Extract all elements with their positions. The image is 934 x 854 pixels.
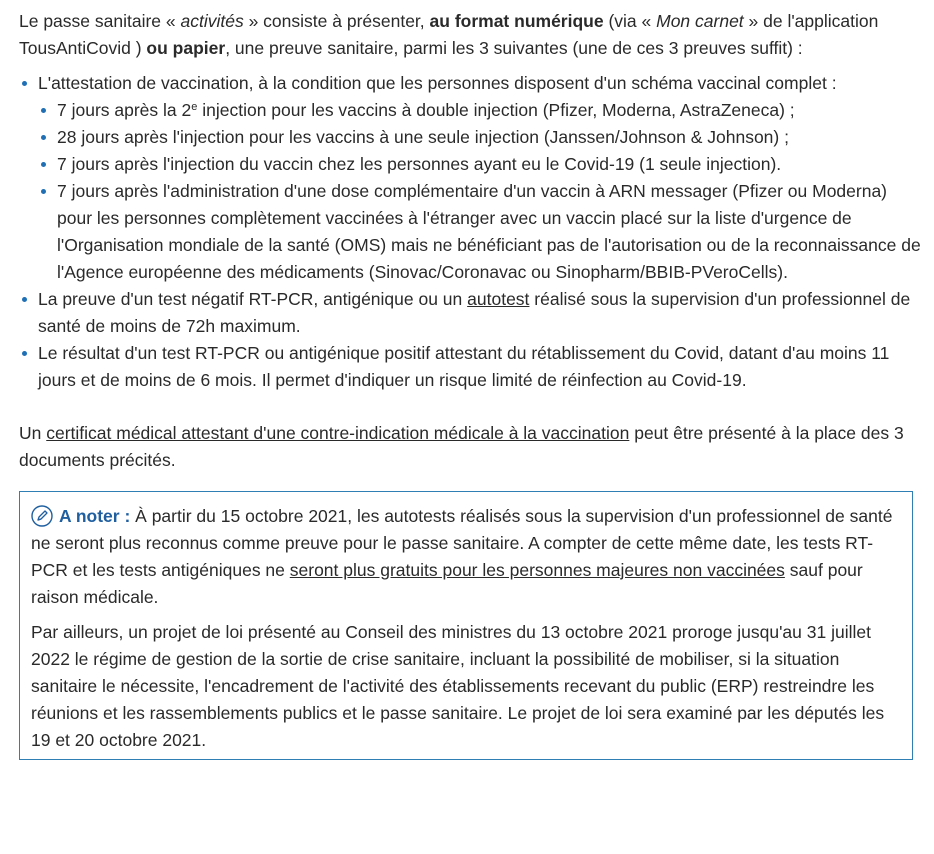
list-item-single-injection: 28 jours après l'injection pour les vaccins à une seule injection (Janssen/Johnson & Johnson) ; [38, 124, 924, 151]
note-label: A noter : [59, 506, 131, 526]
list-item-covid-recovered: 7 jours après l'injection du vaccin chez les personnes ayant eu le Covid-19 (1 seule injection). [38, 151, 924, 178]
note-paragraph-1: A noter : À partir du 15 octobre 2021, les autotests réalisés sous la supervision d'un professionnel de santé ne seront plus reconnus comme preuve pour le passe sanitaire. A compter de cette même date, les tests RT-PCR et les tests antigéniques ne seront plus gratuits pour les personnes majeures non vaccinées sauf pour raison médicale. [31, 506, 893, 607]
autotest-link[interactable]: autotest [467, 289, 530, 309]
medical-certificate-link[interactable]: certificat médical attestant d'une contre-indication médicale à la vaccination [46, 423, 630, 443]
list-item-positive-test: Le résultat d'un test RT-PCR ou antigénique positif attestant du rétablissement du Covid, datant d'au moins 11 jours et de moins de 6 mois. Il permet d'indiquer un risque limité de réinfection au Covid-19. [19, 340, 924, 394]
list-item-double-injection: 7 jours après la 2e injection pour les vaccins à double injection (Pfizer, Moderna, AstraZeneca) ; [38, 97, 924, 124]
note-box [19, 491, 913, 760]
list-item-arn-booster: 7 jours après l'administration d'une dose complémentaire d'un vaccin à ARN messager (Pfizer ou Moderna) pour les personnes complètement vaccinées à l'étranger avec un vaccin placé sur la liste d'urgence de l'Organisation mondiale de la santé (OMS) mais ne bénéficiant pas de l'autorisation ou de la reconnaissance de l'Agence européenne des médicaments (Sinovac/Coronavac ou Sinopharm/BBIB-PVeroCells). [38, 178, 924, 286]
intro-paragraph: Le passe sanitaire « activités » consiste à présenter, au format numérique (via « Mon carnet » de l'application TousAntiCovid ) ou papier, une preuve sanitaire, parmi les 3 suivantes (une de ces 3 preuves suffit) : [19, 11, 879, 58]
note-paragraph-2: Par ailleurs, un projet de loi présenté au Conseil des ministres du 13 octobre 2021 proroge jusqu'au 31 juillet 2022 le régime de gestion de la sortie de crise sanitaire, incluant la possibilité de mobiliser, si la situation sanitaire le nécessite, l'encadrement de l'activité des établissements recevant du public (ERP) restreindre les réunions et les rassemblements publics et le passe sanitaire. Le projet de loi sera examiné par les députés les 19 et 20 octobre 2021. [31, 622, 885, 750]
list-item-vaccination: L'attestation de vaccination, à la condition que les personnes disposent d'un schéma vaccinal complet : 7 jours après la 2e injection pour les vaccins à double injection (Pfizer, Moderna, AstraZeneca) ; 28 jours après l'injection pour les vaccins à une seule injection (Janssen/Johnson & Johnson) ; 7 jours après l'injection du vaccin chez les personnes ayant eu le Covid-19 (1 seule injection). 7 jours après l'administration d'une dose complémentaire d'un vaccin à ARN messager (Pfizer ou Moderna) pour les personnes complètement vaccinées à l'étranger avec un vaccin placé sur la liste d'urgence de l'Organisation mondiale de la santé (OMS) mais ne bénéficiant pas de l'autorisation ou de la reconnaissance de l'Agence européenne des médicaments (Sinovac/Coronavac ou Sinopharm/BBIB-PVeroCells). [19, 70, 924, 286]
certificate-paragraph: Un certificat médical attestant d'une contre-indication médicale à la vaccination peut être présenté à la place des 3 documents précités. [19, 423, 904, 470]
list-item-negative-test: La preuve d'un test négatif RT-PCR, antigénique ou un autotest réalisé sous la supervision d'un professionnel de santé de moins de 72h maximum. [19, 286, 924, 340]
not-free-tests-link[interactable]: seront plus gratuits pour les personnes majeures non vaccinées [289, 560, 785, 580]
pencil-icon [31, 505, 53, 527]
proof-list [19, 70, 924, 394]
vaccination-conditions-list [38, 97, 924, 286]
